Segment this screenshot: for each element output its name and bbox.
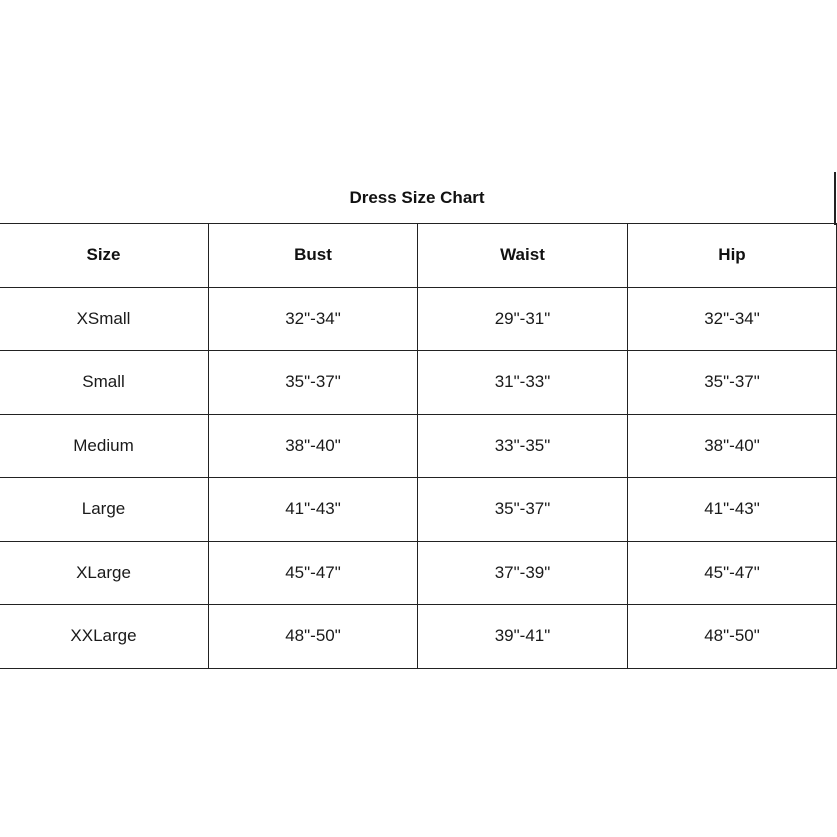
cell-bust: 35"-37" (209, 351, 418, 415)
header-row (0, 224, 837, 288)
cell-waist: 35"-37" (418, 478, 628, 542)
header-hip: Hip (628, 224, 837, 288)
cell-size: Large (0, 478, 209, 542)
cell-bust: 32"-34" (209, 287, 418, 351)
cell-hip: 35"-37" (628, 351, 837, 415)
cell-waist: 39"-41" (418, 605, 628, 669)
table-row (0, 478, 837, 542)
header-size: Size (0, 224, 209, 288)
size-table (0, 223, 837, 669)
cell-bust: 48"-50" (209, 605, 418, 669)
header-bust: Bust (209, 224, 418, 288)
cell-hip: 41"-43" (628, 478, 837, 542)
cell-waist: 33"-35" (418, 414, 628, 478)
cell-size: XLarge (0, 541, 209, 605)
chart-title: Dress Size Chart (349, 188, 485, 207)
cell-waist: 29"-31" (418, 287, 628, 351)
title-right-border (834, 172, 836, 225)
table-row (0, 414, 837, 478)
cell-size: XXLarge (0, 605, 209, 669)
table-row (0, 541, 837, 605)
header-waist: Waist (418, 224, 628, 288)
cell-size: XSmall (0, 287, 209, 351)
cell-hip: 45"-47" (628, 541, 837, 605)
cell-bust: 38"-40" (209, 414, 418, 478)
cell-bust: 45"-47" (209, 541, 418, 605)
cell-waist: 37"-39" (418, 541, 628, 605)
cell-hip: 48"-50" (628, 605, 837, 669)
table-row (0, 351, 837, 415)
cell-bust: 41"-43" (209, 478, 418, 542)
table-row (0, 287, 837, 351)
cell-waist: 31"-33" (418, 351, 628, 415)
cell-size: Medium (0, 414, 209, 478)
cell-hip: 32"-34" (628, 287, 837, 351)
cell-hip: 38"-40" (628, 414, 837, 478)
table-row (0, 605, 837, 669)
cell-size: Small (0, 351, 209, 415)
